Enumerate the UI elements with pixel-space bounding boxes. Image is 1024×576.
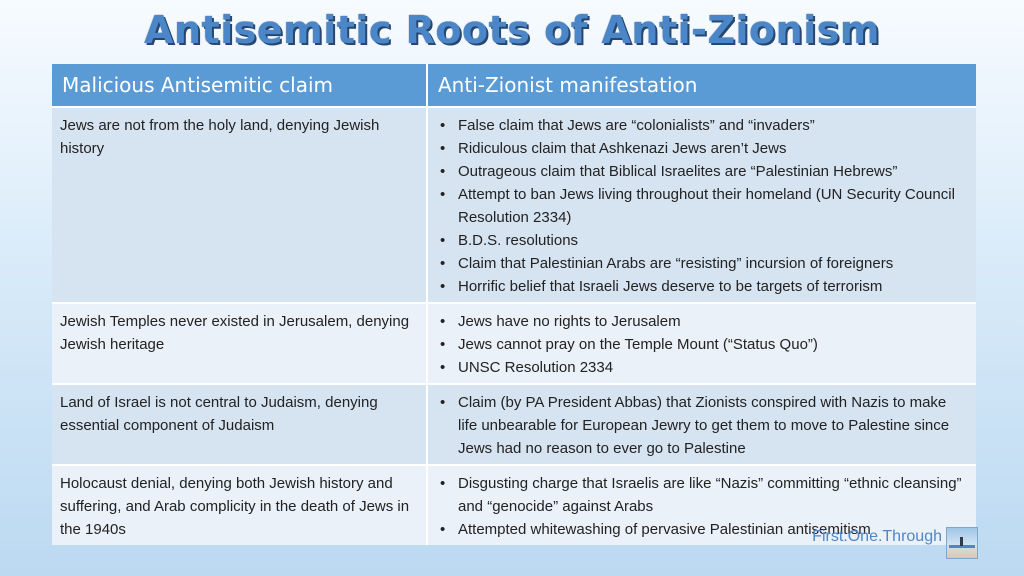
manifestation-cell	[427, 384, 976, 465]
table-row	[52, 107, 976, 303]
claim-cell: Jews are not from the holy land, denying Jewish history	[52, 107, 427, 303]
bullet-list	[436, 114, 968, 298]
slide-title: Antisemitic Roots of Anti-Zionism	[144, 8, 880, 52]
header-claim: Malicious Antisemitic claim	[52, 64, 427, 107]
bullet-item: • Disgusting charge that Israelis are like “Nazis” committing “ethnic cleansing” and “genocide” against Arabs	[436, 472, 968, 518]
claim-cell: Holocaust denial, denying both Jewish history and suffering, and Arab complicity in the death of Jews in the 1940s	[52, 465, 427, 545]
table-header-row	[52, 64, 976, 107]
bullet-item: • False claim that Jews are “colonialists” and “invaders”	[436, 114, 968, 137]
table-row	[52, 303, 976, 384]
bullet-item: • Jews have no rights to Jerusalem	[436, 310, 968, 333]
bullet-item: • Jews cannot pray on the Temple Mount (“Status Quo”)	[436, 333, 968, 356]
bullet-item: • Ridiculous claim that Ashkenazi Jews aren’t Jews	[436, 137, 968, 160]
claim-cell: Land of Israel is not central to Judaism, denying essential component of Judaism	[52, 384, 427, 465]
person-silhouette	[960, 537, 963, 546]
footer-credit: First.One.Through	[812, 528, 942, 545]
bullet-item: • Attempt to ban Jews living throughout their homeland (UN Security Council Resolution 2334)	[436, 183, 968, 229]
manifestation-cell	[427, 107, 976, 303]
bullet-item: • Outrageous claim that Biblical Israelites are “Palestinian Hebrews”	[436, 160, 968, 183]
bullet-list	[436, 391, 968, 460]
header-manifestation: Anti-Zionist manifestation	[427, 64, 976, 107]
beach-logo-icon	[946, 527, 978, 559]
bullet-item: • Claim (by PA President Abbas) that Zionists conspired with Nazis to make life unbearable for European Jewry to get them to move to Palestine since Jews had no reason to ever go to Palestine	[436, 391, 968, 460]
bullet-item: • UNSC Resolution 2334	[436, 356, 968, 379]
claims-table	[52, 64, 976, 545]
claim-cell: Jewish Temples never existed in Jerusalem, denying Jewish heritage	[52, 303, 427, 384]
bullet-item: • Claim that Palestinian Arabs are “resisting” incursion of foreigners	[436, 252, 968, 275]
manifestation-cell	[427, 303, 976, 384]
bullet-item: • Horrific belief that Israeli Jews deserve to be targets of terrorism	[436, 275, 968, 298]
bullet-list	[436, 310, 968, 379]
bullet-item: • B.D.S. resolutions	[436, 229, 968, 252]
bullet-item: • Attempted whitewashing of pervasive Palestinian antisemitism	[436, 518, 968, 541]
table-row	[52, 384, 976, 465]
